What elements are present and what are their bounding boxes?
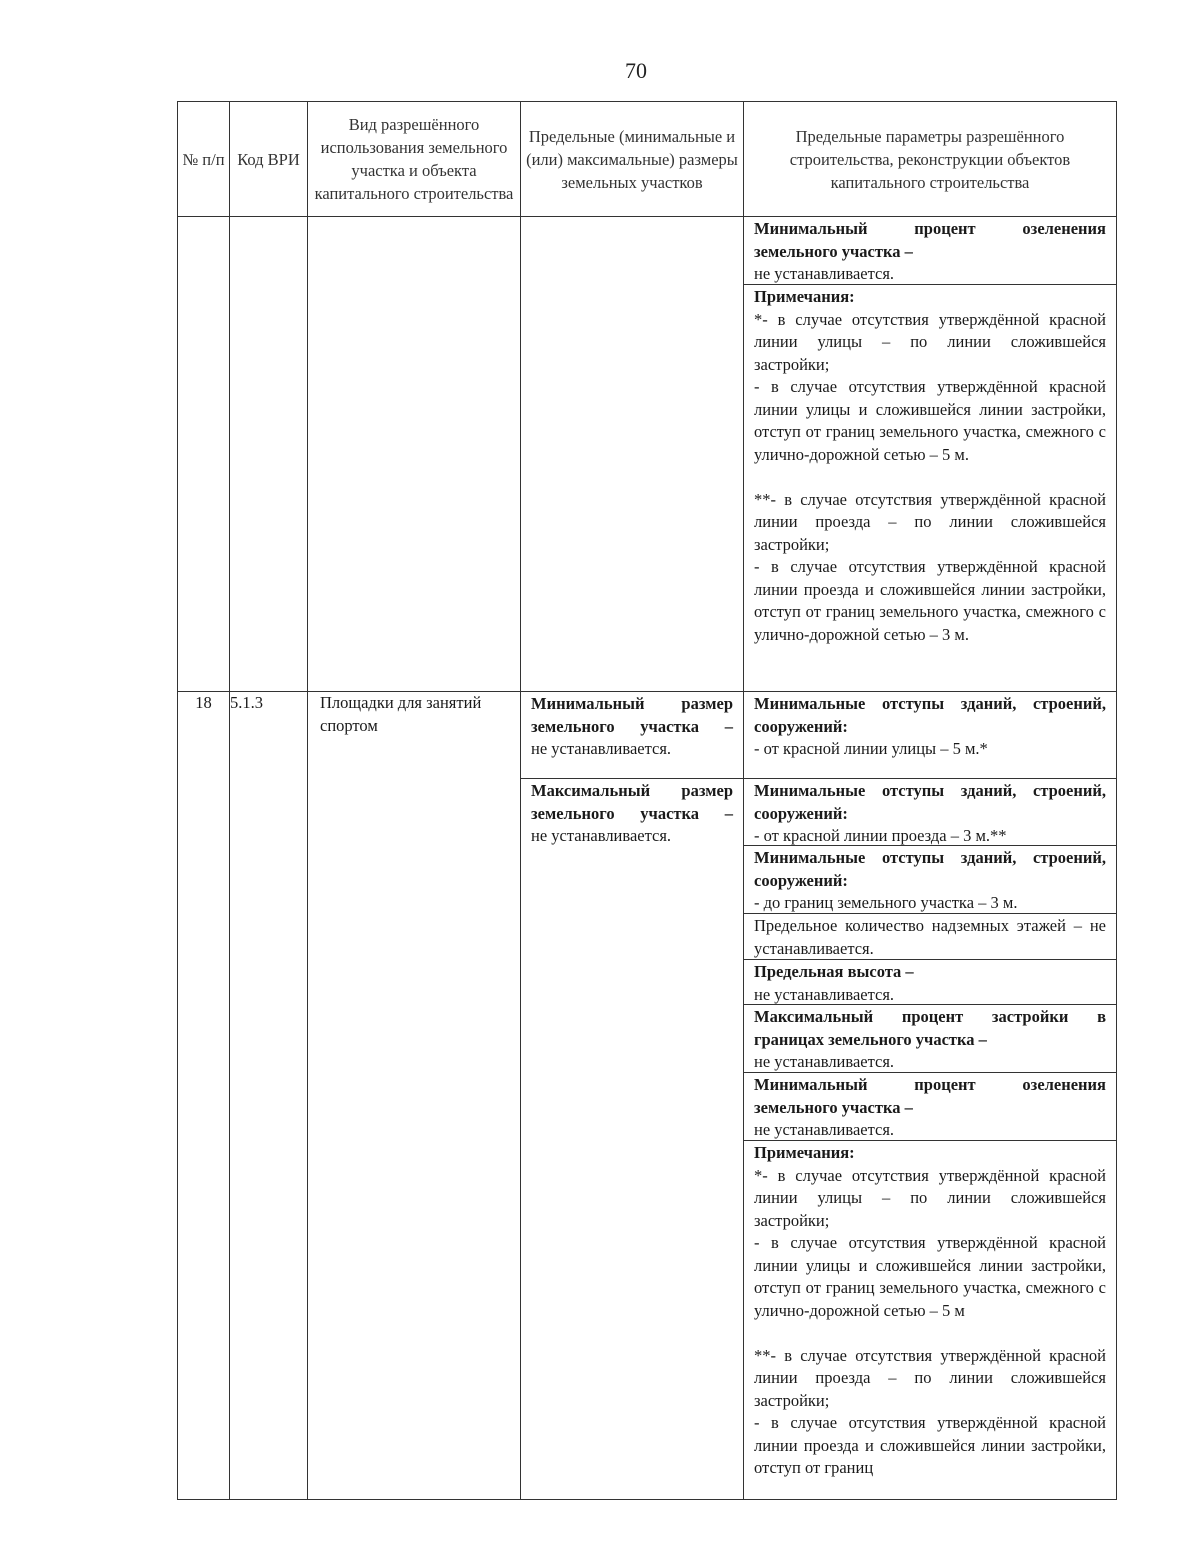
row18-notes-title: Примечания: — [754, 1143, 855, 1162]
setback-street-value: - от красной линии улицы – 5 м.* — [754, 739, 988, 758]
row18-note-spacer — [754, 1322, 1106, 1345]
cont-notes-title: Примечания: — [754, 287, 855, 306]
row18-num: 18 — [178, 692, 230, 1500]
height-block — [744, 960, 1116, 1005]
setback-drive-value: - от красной линии проезда – 3 м.** — [754, 826, 1007, 845]
floors-text: Предельное количество надземных этажей – не устанавливается. — [754, 916, 1106, 958]
cont-greening-block — [744, 217, 1116, 285]
floors-block — [744, 914, 1116, 960]
row18-note-1: *- в случае отсутствия утверждённой красной линии улицы – по линии сложившейся застройки; — [754, 1165, 1106, 1230]
row18-notes-block — [744, 1141, 1116, 1499]
row18-note-3: **- в случае отсутствия утверждённой красной линии проезда – по линии сложившейся застройки; — [754, 1345, 1106, 1410]
min-size-value: не устанавливается. — [531, 739, 672, 758]
cont-size-cell — [521, 217, 744, 692]
setback-border-title: Минимальные отступы зданий, строений, сооружений: — [754, 848, 1106, 890]
cont-num-cell — [178, 217, 230, 692]
table-row-continuation — [178, 217, 1117, 692]
min-size-label: Минимальный размер земельного участка – — [531, 694, 733, 736]
greening-label: Минимальный процент озеленения земельного участка – — [754, 1075, 1106, 1117]
header-params: Предельные параметры разрешённого строительства, реконструкции объектов капитального строительства — [744, 102, 1117, 217]
cont-note-3: **- в случае отсутствия утверждённой красной линии проезда – по линии сложившейся застройки; — [754, 489, 1106, 554]
max-size-value: не устанавливается. — [531, 826, 672, 845]
max-size-label: Максимальный размер земельного участка – — [531, 781, 733, 823]
setback-drive-block — [744, 779, 1116, 846]
coverage-label: Максимальный процент застройки в границах земельного участка – — [754, 1007, 1106, 1049]
setback-border-block — [744, 846, 1116, 914]
setback-border-value: - до границ земельного участка – 3 м. — [754, 893, 1018, 912]
coverage-value: не устанавливается. — [754, 1052, 895, 1071]
coverage-block — [744, 1005, 1116, 1073]
greening-block — [744, 1073, 1116, 1141]
row18-code: 5.1.3 — [230, 692, 308, 1500]
height-value: не устанавливается. — [754, 984, 895, 1004]
regulations-table — [177, 101, 1117, 1500]
row18-min-size — [521, 692, 743, 779]
greening-value: не устанавливается. — [754, 1120, 895, 1139]
row18-size-cell — [521, 692, 744, 1500]
table-header-row — [178, 102, 1117, 217]
cont-note-4: - в случае отсутствия утверждённой красной линии проезда и сложившейся линии застройки, отступ от границ земельного участка, смежного с улично-дорожной сетью – 3 м. — [754, 557, 1106, 644]
table-row-18 — [178, 692, 1117, 1500]
row18-note-2: - в случае отсутствия утверждённой красной линии улицы и сложившейся линии застройки, отступ от границ земельного участка, смежного с улично-дорожной сетью – 5 м — [754, 1233, 1106, 1320]
height-label: Предельная высота – — [754, 962, 914, 981]
cont-code-cell — [230, 217, 308, 692]
setback-drive-title: Минимальные отступы зданий, строений, сооружений: — [754, 781, 1106, 823]
header-num: № п/п — [178, 102, 230, 217]
header-use: Вид разрешённого использования земельного участка и объекта капитального строительства — [308, 102, 521, 217]
cont-note-2: - в случае отсутствия утверждённой красной линии улицы и сложившейся линии застройки, отступ от границ земельного участка, смежного с улично-дорожной сетью – 5 м. — [754, 377, 1106, 464]
row18-note-4: - в случае отсутствия утверждённой красной линии проезда и сложившейся линии застройки, отступ от границ — [754, 1413, 1106, 1477]
cont-notes-block — [744, 285, 1116, 649]
setback-street-block — [744, 692, 1116, 779]
cont-greening-label: Минимальный процент озеленения земельного участка – — [754, 219, 1106, 261]
row18-max-size — [521, 779, 743, 851]
cont-note-spacer — [754, 466, 1106, 489]
setback-street-title: Минимальные отступы зданий, строений, сооружений: — [754, 694, 1106, 736]
header-code: Код ВРИ — [230, 102, 308, 217]
header-size: Предельные (минимальные и (или) максимальные) размеры земельных участков — [521, 102, 744, 217]
cont-use-cell — [308, 217, 521, 692]
row18-use: Площадки для занятий спортом — [308, 692, 521, 1500]
cont-greening-value: не устанавливается. — [754, 264, 895, 283]
page-number: 70 — [625, 58, 647, 83]
cont-note-1: *- в случае отсутствия утверждённой красной линии улицы – по линии сложившейся застройки; — [754, 309, 1106, 374]
row18-params-cell — [744, 692, 1117, 1500]
cont-params-cell — [744, 217, 1117, 692]
